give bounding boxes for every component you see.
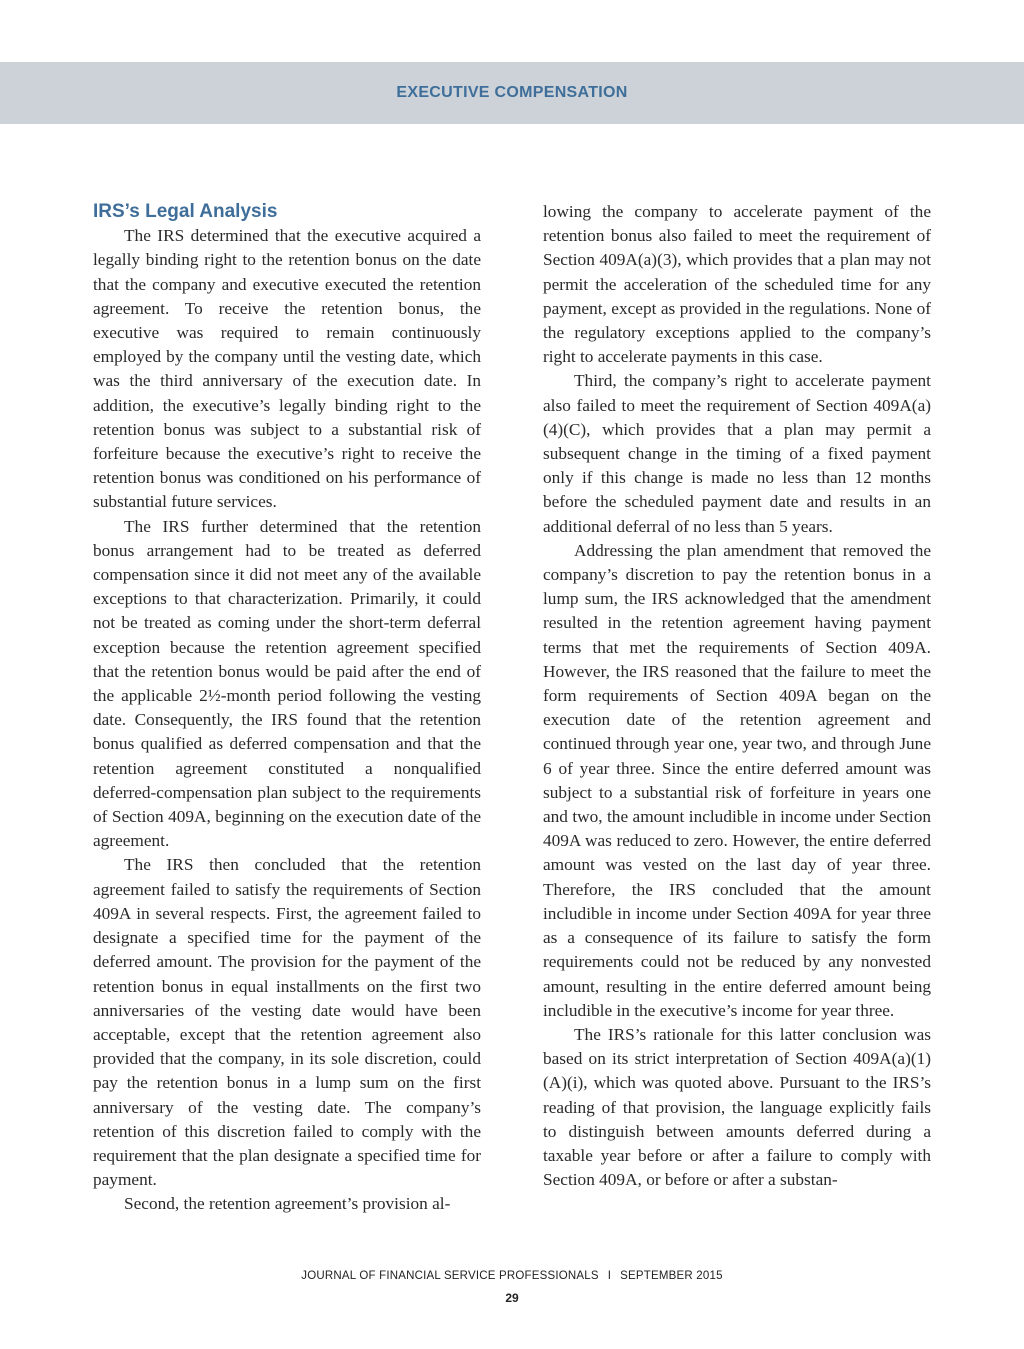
paragraph: Addressing the plan amendment that removed the company’s discretion to pay the retention bonus in a lump sum, the IRS acknowledged that the amendment resulted in the retention agreement having payment terms that met the requirements of Section 409A. However, the IRS reasoned that the failure to meet the form requirements of Section 409A began on the execution date of the retention agreement and continued through year one, year two, and through June 6 of year three. Since the entire deferred amount was subject to a substantial risk of forfeiture in years one and two, the amount includible in income under Section 409A was reduced to zero. However, the entire deferred amount was vested on the last day of year three. Therefore, the IRS concluded that the amount includible in income under Section 409A for year three as a consequence of its failure to satisfy the form requirements could not be reduced by any nonvested amount, resulting in the entire deferred amount being includible in the executive’s income for year three.	[543, 540, 931, 1020]
section-header-band	[0, 62, 1024, 124]
paragraph: The IRS determined that the executive acquired a legally binding right to the retention bonus on the date that the company and executive executed the retention agreement. To receive the retention bonus, the executive was required to remain continuously employed by the company until the vesting date, which was the third anniversary of the execution date. In addition, the executive’s legally binding right to the retention bonus was subject to a substantial risk of forfeiture because the executive’s right to receive the retention bonus was conditioned on his performance of substantial future services.	[93, 226, 481, 512]
section-label: EXECUTIVE COMPENSATION	[396, 84, 628, 101]
paragraph: Third, the company’s right to accelerate payment also failed to meet the requirement of Section 409A(a)(4)(C), which provides that a plan may permit a subsequent change in the timing of a fixed payment only if this change is made no less than 12 months before the scheduled payment date and results in an additional deferral of no less than 5 years.	[543, 371, 931, 536]
paragraph-continuation: lowing the company to accelerate payment of the retention bonus also failed to meet the requirement of Section 409A(a)(3), which provides that a plan may not permit the acceleration of the scheduled time for any payment, except as provided in the regulations. None of the regulatory exceptions applied to the company’s right to accelerate payments in this case.	[543, 202, 931, 367]
paragraph: The IRS further determined that the retention bonus arrangement had to be treated as deferred compensation since it did not meet any of the available exceptions to that characterization. Primarily, it could not be treated as coming under the short-term deferral exception because the retention agreement specified that the retention bonus would be paid after the end of the applicable 2½-month period following the vesting date. Consequently, the IRS found that the retention bonus qualified as deferred compensation and that the retention agreement constituted a nonqualified deferred-compensation plan subject to the requirements of Section 409A, beginning on the execution date of the agreement.	[93, 516, 481, 851]
issue-date: SEPTEMBER 2015	[620, 1270, 723, 1282]
footer-separator: I	[607, 1270, 612, 1282]
journal-name: JOURNAL OF FINANCIAL SERVICE PROFESSIONALS	[301, 1270, 599, 1282]
paragraph: The IRS’s rationale for this latter conclusion was based on its strict interpretation of Section 409A(a)(1)(A)(i), which was quoted above. Pursuant to the IRS’s reading of that provision, the language explicitly fails to distinguish between amounts deferred during a taxable year before or after a failure to comply with Section 409A, or before or after a substan-	[543, 1024, 931, 1190]
page-number: 29	[505, 1291, 519, 1305]
left-column	[93, 200, 481, 1217]
paragraph: Second, the retention agreement’s provision al-	[124, 1194, 451, 1214]
right-column	[543, 200, 931, 1192]
page-footer	[0, 1270, 1024, 1282]
article-heading: IRS’s Legal Analysis	[93, 201, 278, 222]
paragraph: The IRS then concluded that the retention agreement failed to satisfy the requirements of Section 409A in several respects. First, the agreement failed to designate a specified time for the payment of the deferred amount. The provision for the payment of the retention bonus in equal installments on the first two anniversaries of the vesting date would have been acceptable, except that the retention agreement also provided that the company, in its sole discretion, could pay the retention bonus in a lump sum on the first anniversary of the vesting date. The company’s retention of this discretion failed to comply with the requirement that the plan designate a specified time for payment.	[93, 855, 481, 1190]
